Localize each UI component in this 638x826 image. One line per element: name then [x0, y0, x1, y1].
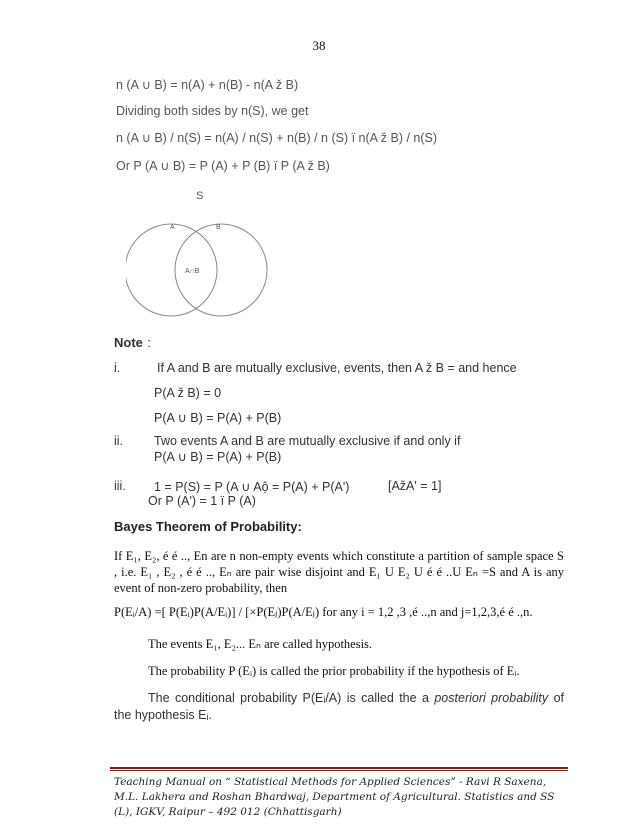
note-item-1-text: If A and B are mutually exclusive, events, then A ž B = and hence	[157, 361, 517, 375]
bayes-heading: Bayes Theorem of Probability:	[114, 519, 302, 534]
a-posteriori-term: posteriori probability	[434, 691, 549, 705]
page-number: 38	[312, 38, 326, 53]
bayes-paragraph-4-end: of the hypothesis Eᵢ.	[114, 691, 564, 722]
note-item-2-line-2: P(A ∪ B) = P(A) + P(B)	[154, 450, 282, 464]
bayes-paragraph-1: If E₁, E₂, é é .., En are n non-empty events which constitute a partition of sample space S , i.e. E₁ , E₂ , é é .., Eₙ are pair wise disjoint and E₁ U E₂ U é é ..U Eₙ =S and A is any event of non-zero probability, then	[114, 549, 564, 595]
venn-intersection-label: A∩B	[185, 268, 200, 275]
venn-label-b: B	[216, 224, 221, 231]
note-label: Note	[114, 335, 143, 350]
venn-circle-a	[126, 224, 217, 316]
note-heading	[114, 334, 151, 352]
note-item-3-bracket: [AžA' = 1]	[388, 479, 442, 493]
note-item-3-line-2: Or P (A') = 1 ï P (A)	[148, 494, 256, 508]
formula-line-3: n (A ∪ B) / n(S) = n(A) / n(S) + n(B) / n (S) ï n(A ž B) / n(S)	[116, 131, 438, 145]
note-colon: :	[147, 336, 151, 350]
bayes-paragraph-3: The probability P (Eᵢ) is called the prior probability if the hypothesis of Eᵢ.	[148, 664, 520, 678]
venn-label-a: A	[170, 224, 175, 231]
note-item-1-line-3: P(A ∪ B) = P(A) + P(B)	[154, 411, 282, 425]
venn-universe-label: S	[196, 190, 204, 202]
formula-line-2: Dividing both sides by n(S), we get	[116, 104, 309, 118]
bayes-formula: P(Eᵢ/A) =[ P(Eᵢ)P(A/Eᵢ)] / [×P(Eⱼ)P(A/Eⱼ) for any i = 1,2 ,3 ,é ..,n and j=1,2,3,é é .,n.	[114, 605, 533, 619]
note-item-1-line-2: P(A ž B) = 0	[154, 386, 222, 400]
venn-diagram	[126, 220, 306, 320]
bayes-paragraph-2: The events E₁, E₂... Eₙ are called hypothesis.	[148, 637, 373, 651]
bayes-paragraph-4-start: The conditional probability P(Eᵢ/A) is called the a	[148, 691, 435, 705]
formula-line-1: n (A ∪ B) = n(A) + n(B) - n(A ž B)	[116, 78, 299, 92]
note-item-1-number: i.	[114, 361, 121, 375]
note-item-2-number: ii.	[114, 434, 124, 448]
formula-line-4: Or P (A ∪ B) = P (A) + P (B) ï P (A ž B)	[116, 159, 330, 173]
footer-rule-thin	[110, 770, 568, 771]
note-item-3-text: 1 = P(S) = P (A ∪ Aộ = P(A) + P(A')	[154, 480, 350, 494]
footer-rule-thick	[110, 767, 568, 769]
note-item-3-number: iii.	[114, 479, 126, 493]
footer-citation: Teaching Manual on “ Statistical Methods for Applied Sciences” - Ravi R Saxena, M.L. Lakhera and Roshan Bhardwaj, Department of Agricultural. Statistics and SS (L), IGKV, Raipur – 492 012 (Chhattisgarh)	[114, 776, 555, 818]
note-item-2-text: Two events A and B are mutually exclusive if and only if	[154, 434, 461, 448]
bayes-paragraph-4	[114, 690, 564, 724]
